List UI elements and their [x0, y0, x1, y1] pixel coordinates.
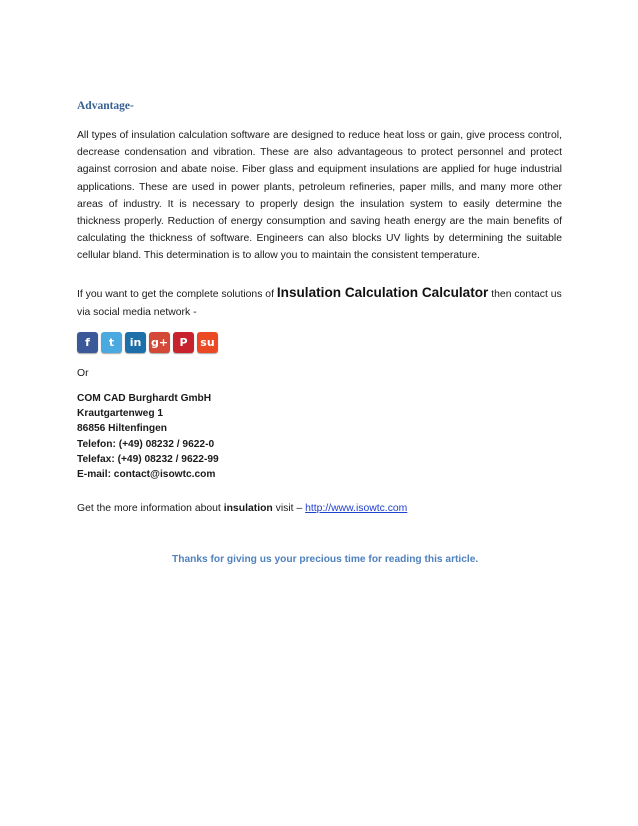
section-heading: Advantage-: [77, 100, 134, 112]
more-info-line: [77, 503, 407, 514]
cta-prefix: If you want to get the complete solutions of: [77, 289, 277, 300]
or-label: Or: [77, 368, 89, 379]
website-link[interactable]: http://www.isowtc.com: [305, 503, 408, 514]
call-to-action: [77, 284, 562, 321]
fax-number: Telefax: (+49) 08232 / 9622-99: [77, 453, 219, 465]
email-address: E-mail: contact@isowtc.com: [77, 469, 216, 481]
linkedin-icon[interactable]: in: [125, 332, 146, 353]
street-address: Krautgartenweg 1: [77, 408, 164, 420]
cta-suffix: then contact us via social media network -: [77, 289, 562, 318]
more-info-keyword: insulation: [223, 503, 273, 514]
more-info-middle: visit –: [272, 503, 306, 514]
twitter-icon[interactable]: t: [101, 332, 122, 353]
stumbleupon-icon[interactable]: su: [197, 332, 218, 353]
body-paragraph: All types of insulation calculation software are designed to reduce heat loss or gain, give process control, decrease condensation and vibration. These are also advantageous to protect personnel and protect against corrosion and abate noise. Fiber glass and equipment insulations are applied for huge industrial applications. These are used in power plants, petroleum refineries, paper mills, and many more other areas of industry. It is necessary to properly design the insulation system to easily determine the thickness properly. Reduction of energy consumption and saving heath energy are the main benefits of calculating the thickness of software. Engineers can also blocks UV lights by determining the suitable cellular bland. This determination is to allow you to maintain the consistent temperature.: [77, 130, 562, 262]
company-name: COM CAD Burghardt GmbH: [77, 393, 212, 404]
thanks-note: Thanks for giving us your precious time for reading this article.: [172, 554, 479, 565]
product-name: Insulation Calculation Calculator: [276, 285, 489, 300]
more-info-prefix: Get the more information about: [77, 503, 224, 514]
city-address: 86856 Hiltenfingen: [77, 423, 168, 435]
google-plus-icon[interactable]: g+: [149, 332, 170, 353]
facebook-icon[interactable]: f: [77, 332, 98, 353]
social-icons-row: [77, 331, 218, 353]
phone-number: Telefon: (+49) 08232 / 9622-0: [77, 438, 215, 450]
contact-block: [77, 391, 219, 482]
pinterest-icon[interactable]: P: [173, 332, 194, 353]
